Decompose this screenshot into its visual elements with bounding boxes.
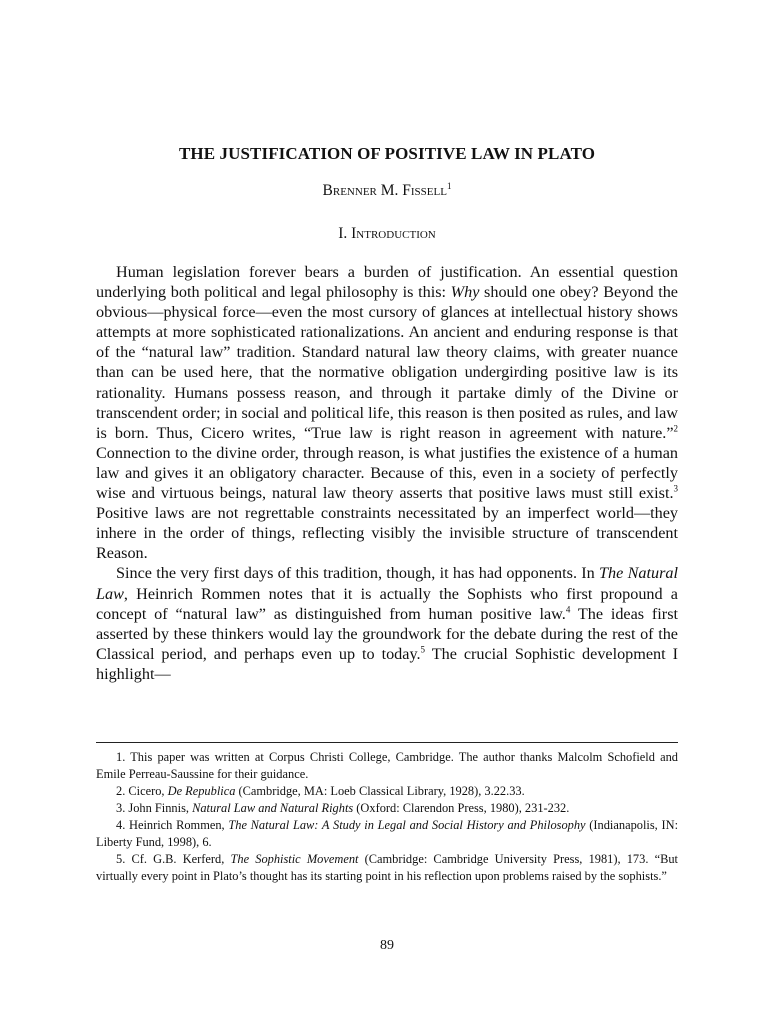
- fn5-text-b: (Cambridge: Cambridge University Press, 1981), 173. “But virtually every point in Plato’s thought has its starting point in his reflection upon problems raised by the sophists.”: [96, 852, 678, 883]
- footnote-divider: [96, 742, 678, 743]
- footnote-ref-4: 4: [565, 604, 571, 615]
- section-heading: I. Introduction: [338, 225, 436, 242]
- fn3-work: Natural Law and Natural Rights: [192, 801, 354, 815]
- page-number: 89: [380, 938, 394, 953]
- fn2-text-a: 2. Cicero,: [116, 784, 168, 798]
- p1-why: Why: [450, 283, 480, 302]
- author-name: Brenner M. Fissell: [322, 182, 447, 199]
- p1-text-b: should one obey? Beyond the obvious—physical force—even the most cursory of glances at intellectual history shows attempts at more sophisticated rationalizations. An ancient and enduring response is that of the “natural law” tradition. Standard natural law theory claims, with greater nuance than can be used here, that the normative obligation undergirding positive law is its rationality. Humans possess reason, and through it partake dimly of the Divine or transcendent order; in social and political life, this reason is then posited as rules, and law is born. Thus, Cicero writes, “True law is right reason in agreement with nature.”: [96, 283, 678, 442]
- p1-text-c: Connection to the divine order, through reason, is what justifies the existence of a human law and gives it an obligatory character. Because of this, even in a society of perfectly wise and virtuous beings, natural law theory asserts that positive laws must still exist.: [96, 443, 678, 503]
- footnote-ref-3: 3: [673, 483, 678, 494]
- fn3-text-a: 3. John Finnis,: [116, 801, 193, 815]
- footnote-ref-5: 5: [420, 644, 426, 655]
- p2-text-a: Since the very first days of this tradition, though, it has had opponents. In: [116, 564, 600, 583]
- fn4-work: The Natural Law: A Study in Legal and Social History and Philosophy: [228, 818, 586, 832]
- fn5-text-a: 5. Cf. G.B. Kerferd,: [116, 852, 231, 866]
- fn2-text-b: (Cambridge, MA: Loeb Classical Library, 1928), 3.22.33.: [235, 784, 525, 798]
- footnote-2: [96, 783, 678, 800]
- footnote-ref-1: 1: [446, 180, 452, 191]
- fn4-text-a: 4. Heinrich Rommen,: [116, 818, 229, 832]
- footnotes: [96, 749, 678, 885]
- footnote-ref-2: 2: [673, 423, 678, 434]
- p1-text-d: Positive laws are not regrettable constraints necessitated by an imperfect world—they inhere in the order of things, reflecting visibly the invisible structure of transcendent Reason.: [96, 504, 678, 563]
- body-text: [96, 262, 678, 684]
- paragraph-2: [96, 563, 678, 684]
- fn5-work: The Sophistic Movement: [230, 852, 359, 866]
- footnote-4: [96, 817, 678, 851]
- footnote-5: [96, 851, 678, 885]
- fn3-text-b: (Oxford: Clarendon Press, 1980), 231-232.: [353, 801, 570, 815]
- p2-book-title: The Natural Law: [96, 564, 678, 603]
- p2-text-b: , Heinrich Rommen notes that it is actually the Sophists who first propound a concept of “natural law” as distinguished from human positive law.: [96, 584, 678, 623]
- footnote-3: [96, 800, 678, 817]
- article-title: THE JUSTIFICATION OF POSITIVE LAW IN PLATO: [178, 144, 596, 163]
- fn2-work: De Republica: [167, 784, 236, 798]
- p2-text-d: The crucial Sophistic development I highlight—: [96, 644, 678, 683]
- paragraph-1: [96, 262, 678, 563]
- p2-text-c: The ideas first asserted by these thinkers would lay the groundwork for the debate during the rest of the Classical period, and perhaps even up to today.: [96, 604, 678, 663]
- fn4-text-b: (Indianapolis, IN: Liberty Fund, 1998), 6.: [96, 818, 679, 849]
- footnote-1: 1. This paper was written at Corpus Christi College, Cambridge. The author thanks Malcolm Schofield and Emile Perreau-Saussine for their guidance.: [96, 750, 678, 781]
- author-line: [96, 182, 678, 200]
- document-page: [96, 0, 678, 1024]
- p1-text-a: Human legislation forever bears a burden of justification. An essential question underlying both political and legal philosophy is this:: [96, 263, 678, 302]
